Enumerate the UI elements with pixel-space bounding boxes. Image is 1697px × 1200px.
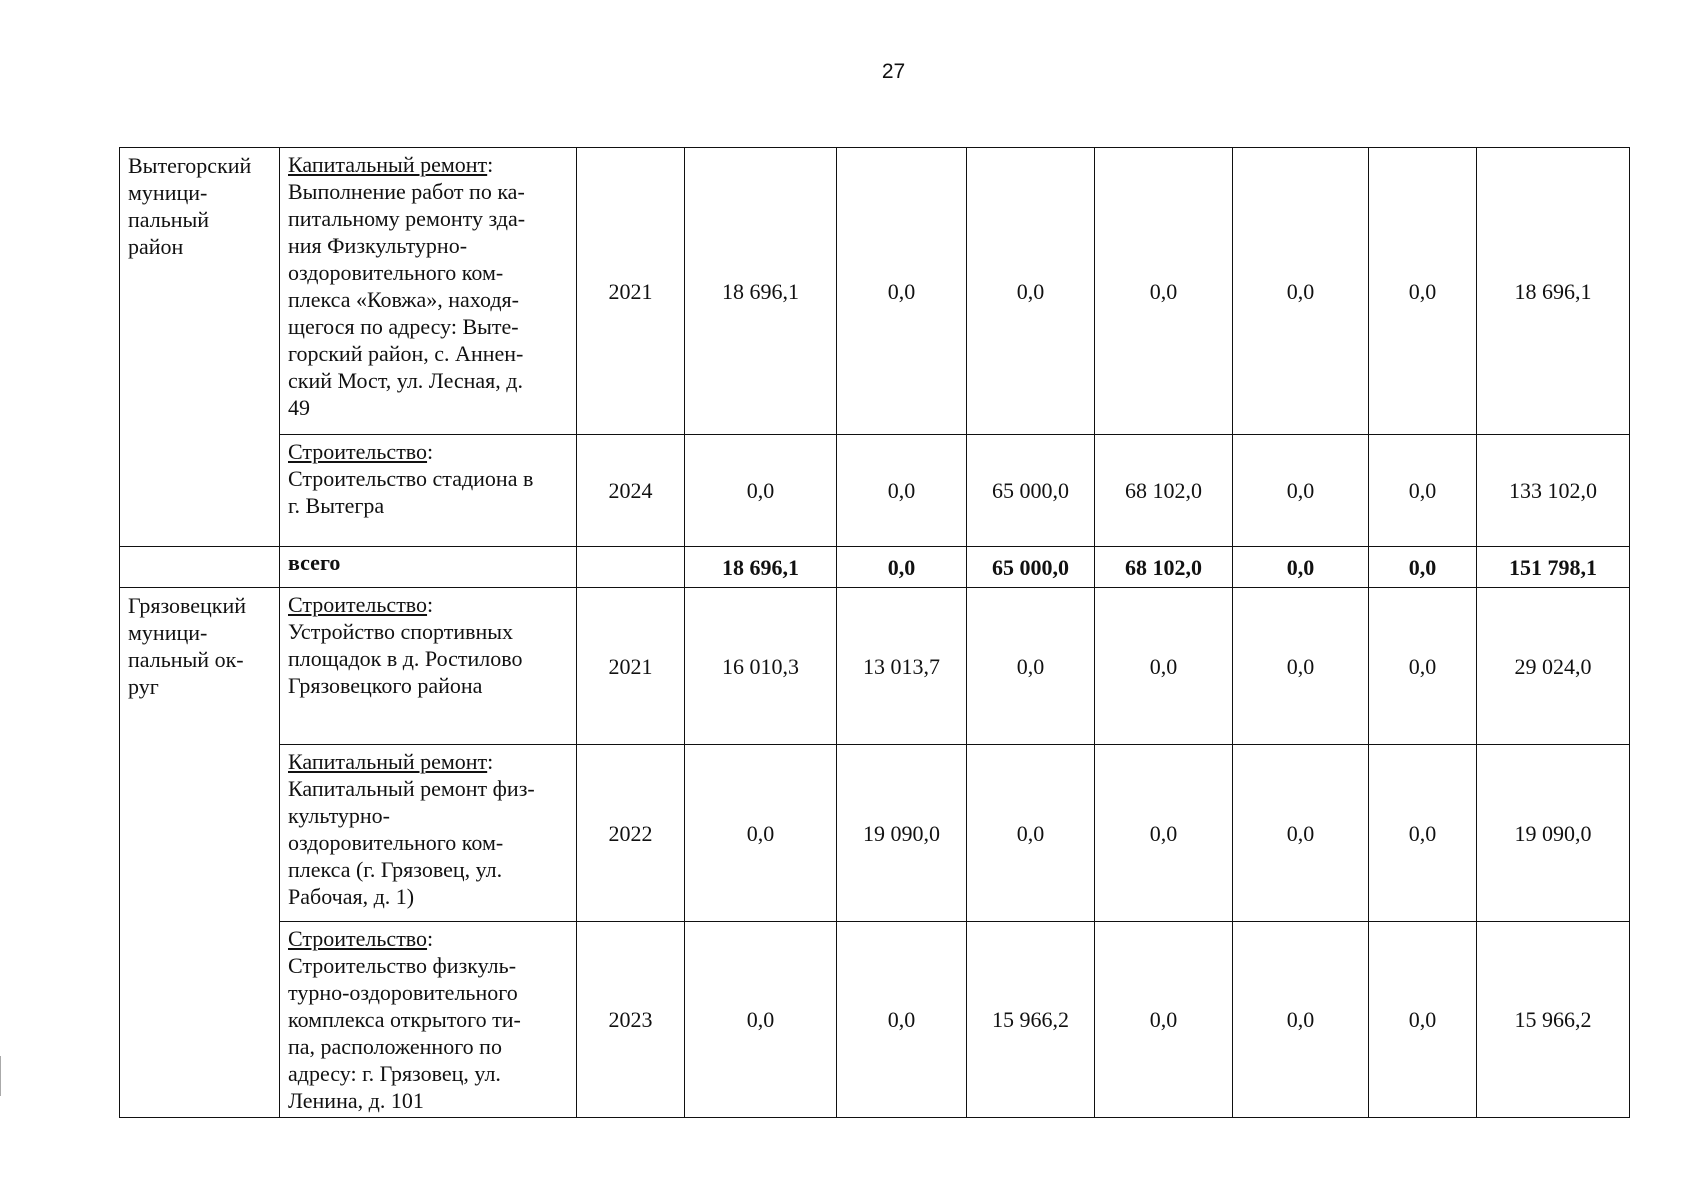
amount-cell: 16 010,3 — [685, 588, 837, 745]
work-description: Капитальный ремонт физ- культурно- оздоровительного ком- плекса (г. Грязовец, ул. Рабочая, д. 1) — [288, 776, 535, 909]
amount-cell: 0,0 — [837, 922, 967, 1118]
amount-cell: 13 013,7 — [837, 588, 967, 745]
amount-cell: 0,0 — [1369, 745, 1477, 922]
total-cell: 29 024,0 — [1477, 588, 1630, 745]
amount-cell: 0,0 — [1233, 588, 1369, 745]
work-description-cell: Капитальный ремонт: Выполнение работ по ка- питальному ремонту зда- ния Физкультурно- оздоровительного ком- плекса «Ковжа», находя- щегося по адресу: Выте- горский район, с. Аннен- ский Мост, ул. Лесная, д. 49 — [280, 148, 577, 435]
amount-cell: 0,0 — [1095, 745, 1233, 922]
total-cell: 15 966,2 — [1477, 922, 1630, 1118]
amount-cell: 0,0 — [1095, 588, 1233, 745]
total-cell: 19 090,0 — [1477, 745, 1630, 922]
amount-cell: 15 966,2 — [967, 922, 1095, 1118]
work-description-cell: Строительство: Устройство спортивных площадок в д. Ростилово Грязовецкого района — [280, 588, 577, 745]
amount-cell: 0,0 — [1369, 922, 1477, 1118]
amount-cell: 0,0 — [1233, 435, 1369, 547]
amount-cell: 18 696,1 — [685, 148, 837, 435]
amount-cell: 0,0 — [837, 547, 967, 588]
amount-cell: 0,0 — [967, 148, 1095, 435]
amount-cell: 0,0 — [1369, 547, 1477, 588]
work-description: Устройство спортивных площадок в д. Ростилово Грязовецкого района — [288, 619, 523, 698]
table-row — [120, 588, 1630, 745]
region-cell — [120, 148, 280, 547]
empty-cell — [577, 547, 685, 588]
total-cell: 18 696,1 — [1477, 148, 1630, 435]
empty-cell — [120, 547, 280, 588]
table-row — [120, 922, 1630, 1118]
amount-cell: 65 000,0 — [967, 547, 1095, 588]
amount-cell: 0,0 — [1233, 148, 1369, 435]
work-type: Строительство — [288, 592, 428, 617]
table-row — [120, 435, 1630, 547]
work-description-cell: Строительство: Строительство физкуль- турно-оздоровительного комплекса открытого ти- па, расположенного по адресу: г. Грязовец, ул. Ленина, д. 101 — [280, 922, 577, 1118]
amount-cell: 68 102,0 — [1095, 435, 1233, 547]
amount-cell: 0,0 — [1369, 588, 1477, 745]
amount-cell: 68 102,0 — [1095, 547, 1233, 588]
work-type: Капитальный ремонт — [288, 152, 488, 177]
scan-edge-marks — [0, 1056, 7, 1096]
amount-cell: 0,0 — [1369, 435, 1477, 547]
amount-cell: 0,0 — [837, 148, 967, 435]
amount-cell: 19 090,0 — [837, 745, 967, 922]
year-cell: 2024 — [577, 435, 685, 547]
amount-cell: 0,0 — [1233, 922, 1369, 1118]
work-description: Строительство физкуль- турно-оздоровительного комплекса открытого ти- па, расположенного по адресу: г. Грязовец, ул. Ленина, д. 101 — [288, 953, 521, 1113]
amount-cell: 0,0 — [837, 435, 967, 547]
subtotal-label: всего — [280, 547, 577, 588]
amount-cell: 0,0 — [967, 745, 1095, 922]
amount-cell: 0,0 — [1095, 922, 1233, 1118]
region-cell — [120, 588, 280, 1118]
amount-cell: 0,0 — [967, 588, 1095, 745]
table-row — [120, 745, 1630, 922]
region-name: Вытегорский муници- пальный район — [128, 153, 252, 259]
amount-cell: 0,0 — [1095, 148, 1233, 435]
total-cell: 133 102,0 — [1477, 435, 1630, 547]
financing-table — [119, 147, 1630, 1118]
total-cell: 151 798,1 — [1477, 547, 1630, 588]
table-row — [120, 148, 1630, 435]
work-type: Капитальный ремонт — [288, 749, 488, 774]
work-description-cell: Капитальный ремонт: Капитальный ремонт физ- культурно- оздоровительного ком- плекса (г. Грязовец, ул. Рабочая, д. 1) — [280, 745, 577, 922]
amount-cell: 65 000,0 — [967, 435, 1095, 547]
year-cell: 2023 — [577, 922, 685, 1118]
work-type: Строительство — [288, 926, 428, 951]
amount-cell: 18 696,1 — [685, 547, 837, 588]
year-cell: 2021 — [577, 588, 685, 745]
region-name: Грязовецкий муници- пальный ок- руг — [128, 593, 247, 699]
work-type: Строительство — [288, 439, 428, 464]
amount-cell: 0,0 — [1233, 547, 1369, 588]
work-description: Строительство стадиона в г. Вытегра — [288, 466, 534, 518]
amount-cell: 0,0 — [685, 922, 837, 1118]
amount-cell: 0,0 — [1233, 745, 1369, 922]
amount-cell: 0,0 — [685, 745, 837, 922]
work-description-cell: Строительство: Строительство стадиона в г. Вытегра — [280, 435, 577, 547]
amount-cell: 0,0 — [685, 435, 837, 547]
year-cell: 2021 — [577, 148, 685, 435]
page-number: 27 — [881, 60, 906, 83]
amount-cell: 0,0 — [1369, 148, 1477, 435]
work-description: Выполнение работ по ка- питальному ремонту зда- ния Физкультурно- оздоровительного ком- плекса «Ковжа», находя- щегося по адресу: Выте- горский район, с. Аннен- ский Мост, ул. Лесная, д. 49 — [288, 179, 526, 420]
year-cell: 2022 — [577, 745, 685, 922]
subtotal-row — [120, 547, 1630, 588]
